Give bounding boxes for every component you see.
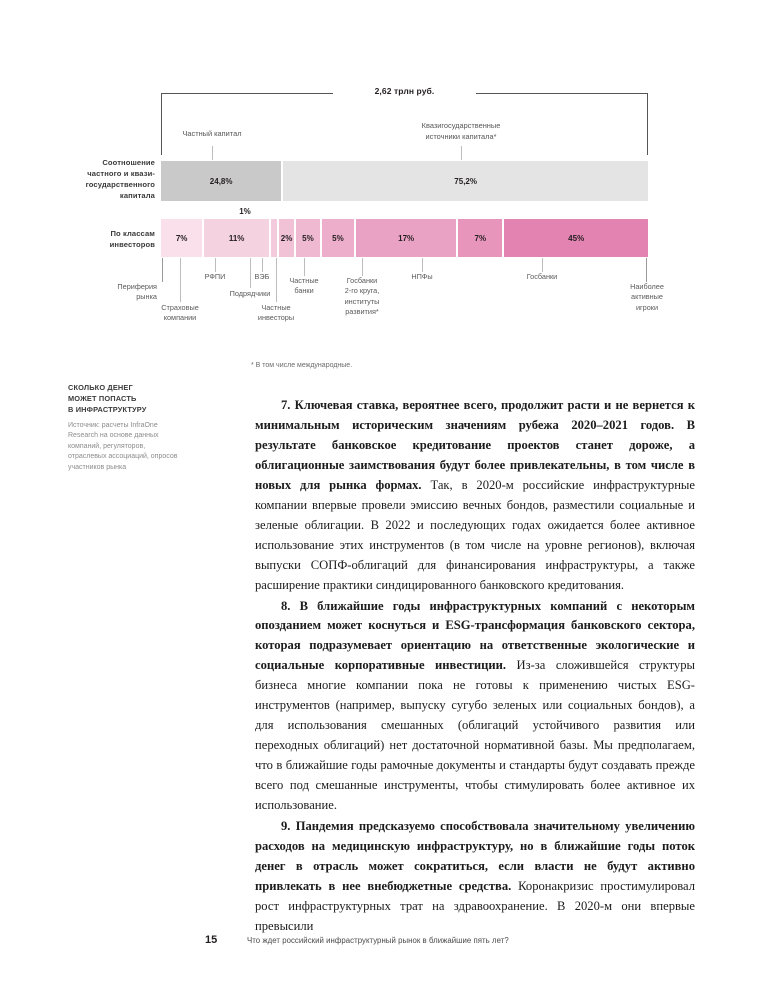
paragraph-7 [255,396,695,596]
category-label-vnesheconombank: ВЭБ [254,272,270,281]
leader-npf [422,258,423,272]
category-label-private-banks: Частные банки [289,276,319,296]
category-label-private-investors: Частные инвесторы [257,303,295,323]
investor-class-segment-7: 7% [458,219,502,257]
figure-caption-block [68,383,183,473]
category-label-contractors: Подрядчики [229,289,271,298]
label-quasi-state-capital: Квазигосударственные источники капитала* [421,121,501,142]
total-amount-label: 2,62 трлн руб. [374,86,435,96]
bar-investor-classes [161,219,648,257]
bracket-tick-right [647,93,648,155]
paragraph-9 [255,817,695,937]
page-number: 15 [205,934,218,946]
running-title: Что ждет российский инфраструктурный рынок в ближайшие пять лет? [247,936,509,945]
row-label-investor-classes: По классам инвесторов [109,229,155,249]
investor-class-segment-2 [271,219,277,257]
paragraph-7-rest: Так, в 2020-м российские инфраструктурные компании впервые провели эмиссию вечных бондов, разместили социальные и зеленые облигации. В 2022 и последующих годах ожидается более активное использование этих инструментов (в том числе на уровне регионов), включая выпуски СОПФ-облигаций для финансирования инфраструктуры, а также расширение практики синдицированного банковского кредитования. [255,477,695,592]
leader-rfpi [215,258,216,272]
category-label-state-banks: Госбанки [526,272,558,281]
paragraph-8-lead: 8. В ближайшие годы инфраструктурных компаний с некоторым опозданием может коснуться и ESG-трансформация банковского сектора, которая подразумевает ориентацию на ответственные экологические и социальные корпоративные инвестиции. [255,598,695,673]
leader-most-active [646,258,647,282]
category-label-insurance: Страховые компании [161,303,199,323]
paragraph-7-lead: 7. Ключевая ставка, вероятнее всего, продолжит расти и не вернется к минимальным историческим значениям рубежа 2020–2021 годов. В результате банковское кредитование проектов станет дороже, а облигационные заимствования будут более привлекательны, в том числе в новых для рынка формах. [255,398,695,492]
leader-quasi-state-capital [461,146,462,160]
category-label-rfpi: РФПИ [204,272,226,281]
page-footer [205,934,509,946]
label-private-capital: Частный капитал [182,129,242,138]
figure-caption-source: Источник: расчеты InfraOne Research на основе данных компаний, регуляторов, отраслевых ассоциаций, опросов участников рынка [68,421,178,471]
figure-caption-title: СКОЛЬКО ДЕНЕГ МОЖЕТ ПОПАСТЬ В ИНФРАСТРУКТУРУ [68,383,147,414]
paragraph-8-rest: Из-за сложившейся структуры бизнеса многие компании пока не готовы к применению чистых ESG-инструментов (например, выпуску сугубо зеленых или социальных бондов), а для использования смешанных (облигаций устойчивого развития или переходных облигаций) нет достаточной нормативной базы. Мы предполагаем, что в ближайшие годы рамочные документы и стандарты будут создавать прежде всего под смешанные инструменты, чтобы стимулировать более активное их использование. [255,658,695,813]
leader-vnesheconombank [262,258,263,272]
investor-class-segment-6: 17% [356,219,456,257]
category-label-periphery: Периферия рынка [117,282,157,302]
leader-private-banks [304,258,305,276]
investor-class-segment-1: 11% [204,219,269,257]
category-label-state-banks-2nd: Госбанки 2-го круга, институты развития* [344,276,380,317]
leader-state-banks [542,258,543,272]
investor-class-segment-5: 5% [322,219,354,257]
investor-class-segment-3: 2% [279,219,294,257]
category-label-npf: НПФы [411,272,433,281]
body-text-column [255,396,695,937]
category-label-most-active: Наиболее активные игроки [630,282,664,312]
investor-class-segment-0: 7% [161,219,202,257]
segment-value-above: 1% [239,207,251,216]
row-label-capital-ratio: Соотношение частного и квази- государственного капитала [85,158,155,200]
paragraph-8 [255,597,695,816]
investor-class-segment-8: 45% [504,219,648,257]
figure-footnote: * В том числе международные. [251,362,353,369]
leader-insurance [180,258,181,302]
leader-periphery [162,258,163,282]
paragraph-9-lead: 9. Пандемия предсказуемо способствовала значительному увеличению расходов на медицинскую инфраструктуру, но в ближайшие годы поток денег в отрасль может сократиться, если власти не будут активно привлекать в нее внебюджетные средства. [255,819,695,893]
paragraph-9-rest: Коронакризис простимулировал рост инфраструктурных трат на здравоохранение. В 2020-м они впервые превысили [255,878,696,933]
capital-ratio-segment-1: 75,2% [283,161,648,201]
bracket-tick-left [161,93,162,155]
leader-state-banks-2nd [362,258,363,276]
bar-capital-ratio [161,161,648,201]
capital-ratio-segment-0: 24,8% [161,161,281,201]
investor-class-segment-4: 5% [296,219,320,257]
infographic-figure [0,0,759,369]
leader-private-capital [212,146,213,160]
